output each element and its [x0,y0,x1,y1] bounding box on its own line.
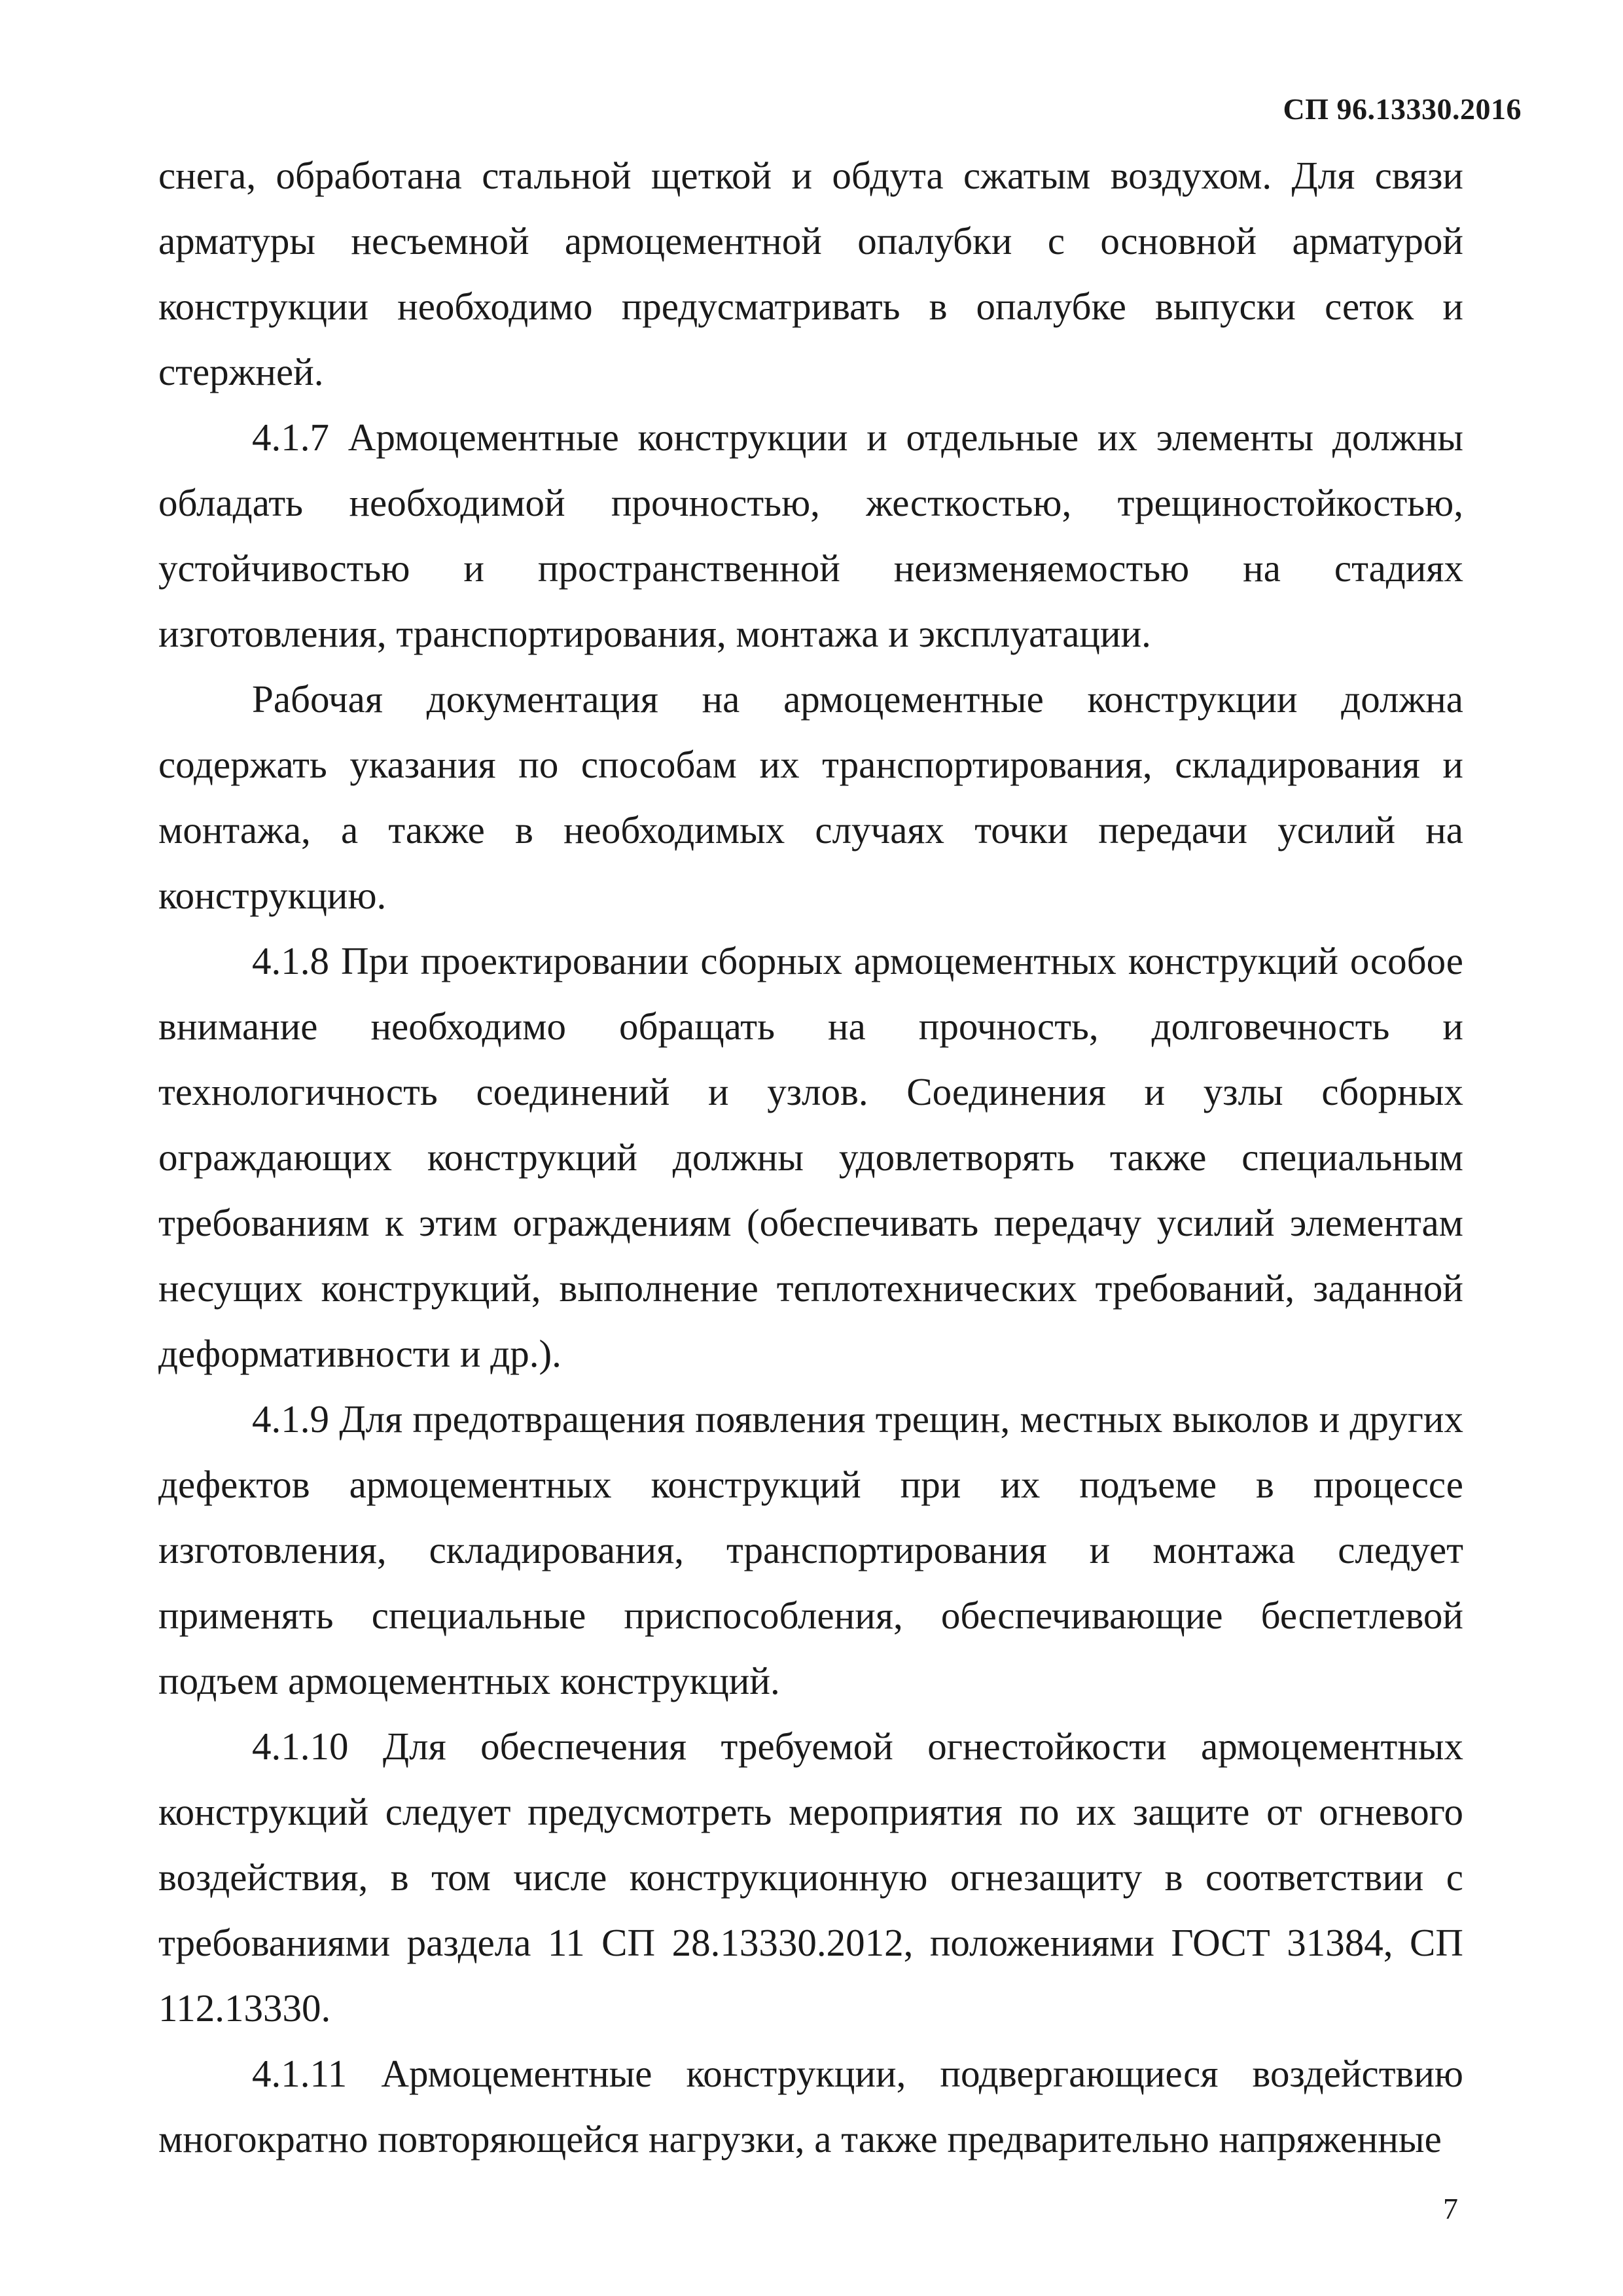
document-code: СП 96.13330.2016 [1283,92,1522,126]
paragraph-4-1-7: 4.1.7 Армоцементные конструкции и отдельные их элементы должны обладать необходимой прочностью, жесткостью, трещиностойкостью, устойчивостью и пространственной неизменяемостью на стадиях изготовления, транспортирования, монтажа и эксплуатации. [158,416,1463,655]
page-number: 7 [1443,2192,1458,2225]
paragraph-4-1-10: 4.1.10 Для обеспечения требуемой огнестойкости армоцементных конструкций следует предусмотреть мероприятия по их защите от огневого воздействия, в том числе конструкционную огнезащиту в соответствии с требованиями раздела 11 СП 28.13330.2012, положениями ГОСТ 31384, СП 112.13330. [158,1725,1463,2030]
paragraph-continuation: снега, обработана стальной щеткой и обдута сжатым воздухом. Для связи арматуры несъемной армоцементной опалубки с основной арматурой конструкции необходимо предусматривать в опалубке выпуски сеток и стержней. [158,154,1463,393]
paragraph-4-1-9: 4.1.9 Для предотвращения появления трещин, местных выколов и других дефектов армоцементных конструкций при их подъеме в процессе изготовления, складирования, транспортирования и монтажа следует применять специальные приспособления, обеспечивающие беспетлевой подъем армоцементных конструкций. [158,1397,1463,1702]
paragraph-4-1-11: 4.1.11 Армоцементные конструкции, подвергающиеся воздействию многократно повторяющейся нагрузки, а также предварительно напряженные [158,2052,1463,2161]
paragraph-4-1-8: 4.1.8 При проектировании сборных армоцементных конструкций особое внимание необходимо обращать на прочность, долговечность и технологичность соединений и узлов. Соединения и узлы сборных ограждающих конструкций должны удовлетворять также специальным требованиям к этим ограждениям (обеспечивать передачу усилий элементам несущих конструкций, выполнение теплотехнических требований, заданной деформативности и др.). [158,939,1463,1375]
body-text [158,143,1463,2172]
paragraph-working-docs: Рабочая документация на армоцементные конструкции должна содержать указания по способам их транспортирования, складирования и монтажа, а также в необходимых случаях точки передачи усилий на конструкцию. [158,677,1463,917]
